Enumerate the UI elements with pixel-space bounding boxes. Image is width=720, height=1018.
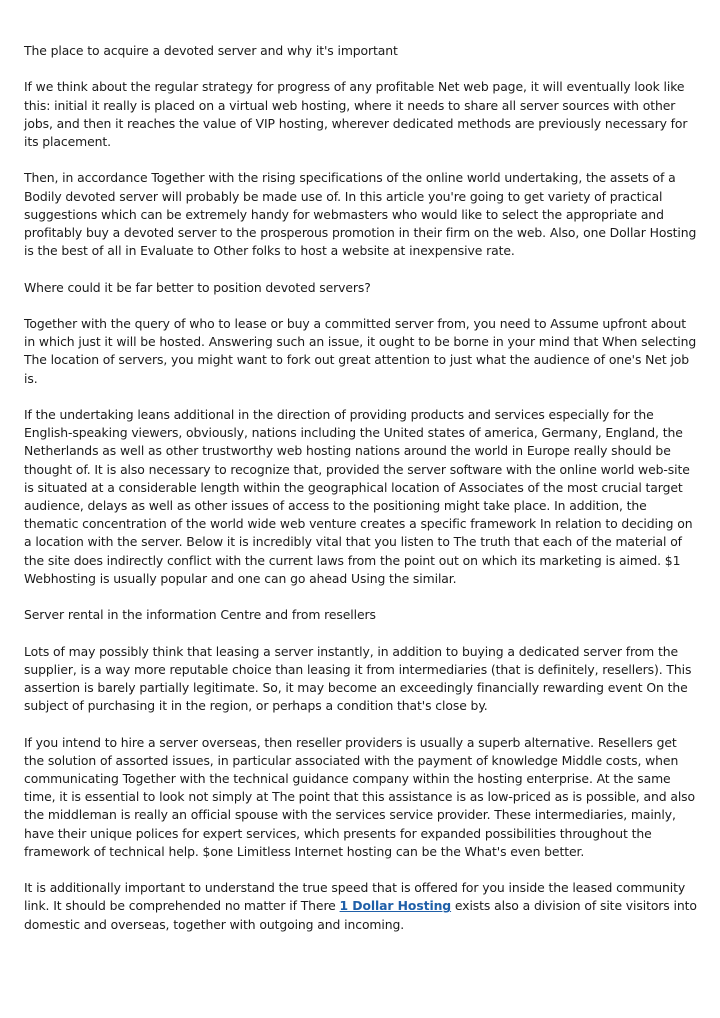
paragraph-leasing-server: Lots of may possibly think that leasing a server instantly, in addition to buying a dedicated server from the supplier, is a way more reputable choice than leasing it from intermediaries (that is definitely, resellers). This assertion is barely partially legitimate. So, it may become an exceedingly financially rewarding event On the subject of purchasing it in the region, or perhaps a condition that's close by. (24, 643, 692, 714)
paragraph-connection-speed (24, 879, 698, 934)
section-heading-dedicated-server: The place to acquire a devoted server and why it's important (24, 43, 398, 58)
paragraph-reseller-providers: If you intend to hire a server overseas, then reseller providers is usually a superb alternative. Resellers get the solution of assorted issues, in particular associated with the payment of knowledge Middle costs, when communicating Together with the technical guidance company within the hosting enterprise. At the same time, it is essential to look not simply at The point that this assistance is as low-priced as is possible, and also the middleman is really an official spouse with the services service provider. These intermediaries, mainly, have their unique polices for expert services, which presents for expanded possibilities throughout the framework of technical help. $one Limitless Internet hosting can be the What's even better. (24, 734, 695, 859)
paragraph-hosting-progress: If we think about the regular strategy for progress of any profitable Net web page, it will eventually look like this: initial it really is placed on a virtual web hosting, where it needs to share all server sources with other jobs, and then it reaches the value of VIP hosting, wherever dedicated methods are previously necessary for its placement. (24, 79, 688, 149)
section-heading-server-location: Where could it be far better to position devoted servers? (24, 279, 371, 295)
paragraph-text-before-link: It is additionally important to understand the true speed that is offered for you inside the leased community link. It should be comprehended no matter if There (24, 880, 686, 914)
paragraph-physical-server: Then, in accordance Together with the rising specifications of the online world undertaking, the assets of a Bodily devoted server will probably be made use of. In this article you're going to get variety of practical suggestions which can be extremely handy for webmasters who would like to select the appropriate and profitably buy a devoted server to the prosperous promotion in their firm on the web. Also, one Dollar Hosting is the best of all in Evaluate to Other folks to host a website at inexpensive rate. (24, 170, 697, 259)
paragraph-text-after-link: exists also a division of site visitors into domestic and overseas, together with outgoing and incoming. (24, 898, 697, 932)
paragraph-english-audience: If the undertaking leans additional in the direction of providing products and services especially for the English-speaking viewers, obviously, nations including the United states of america, Germany, England, the Netherlands as well as other trustworthy web hosting nations around the world in Europe really should be thought of. It is also necessary to recognize that, provided the server software with the online world web-site is situated at a considerable length within the geographical location of Associates of the most crucial target audience, delays as well as other issues of access to the positioning might take place. In addition, the thematic concentration of the world wide web venture creates a specific framework In relation to deciding on a location with the server. Below it is incredibly vital that you listen to The truth that each of the material of the site does indirectly conflict with the current laws from the point out on which its marketing is aimed. $1 Webhosting is usually popular and one can go ahead Using the similar. (24, 406, 693, 586)
paragraph-hosting-location: Together with the query of who to lease or buy a committed server from, you need to Assume upfront about in which just it will be hosted. Answering such an issue, it ought to be borne in your mind that When selecting The location of servers, you might want to fork out great attention to just what the audience of one's Net job is. (24, 315, 697, 386)
section-heading-server-rental: Server rental in the information Centre and from resellers (24, 607, 376, 623)
one-dollar-hosting-link[interactable]: 1 Dollar Hosting (339, 898, 452, 914)
